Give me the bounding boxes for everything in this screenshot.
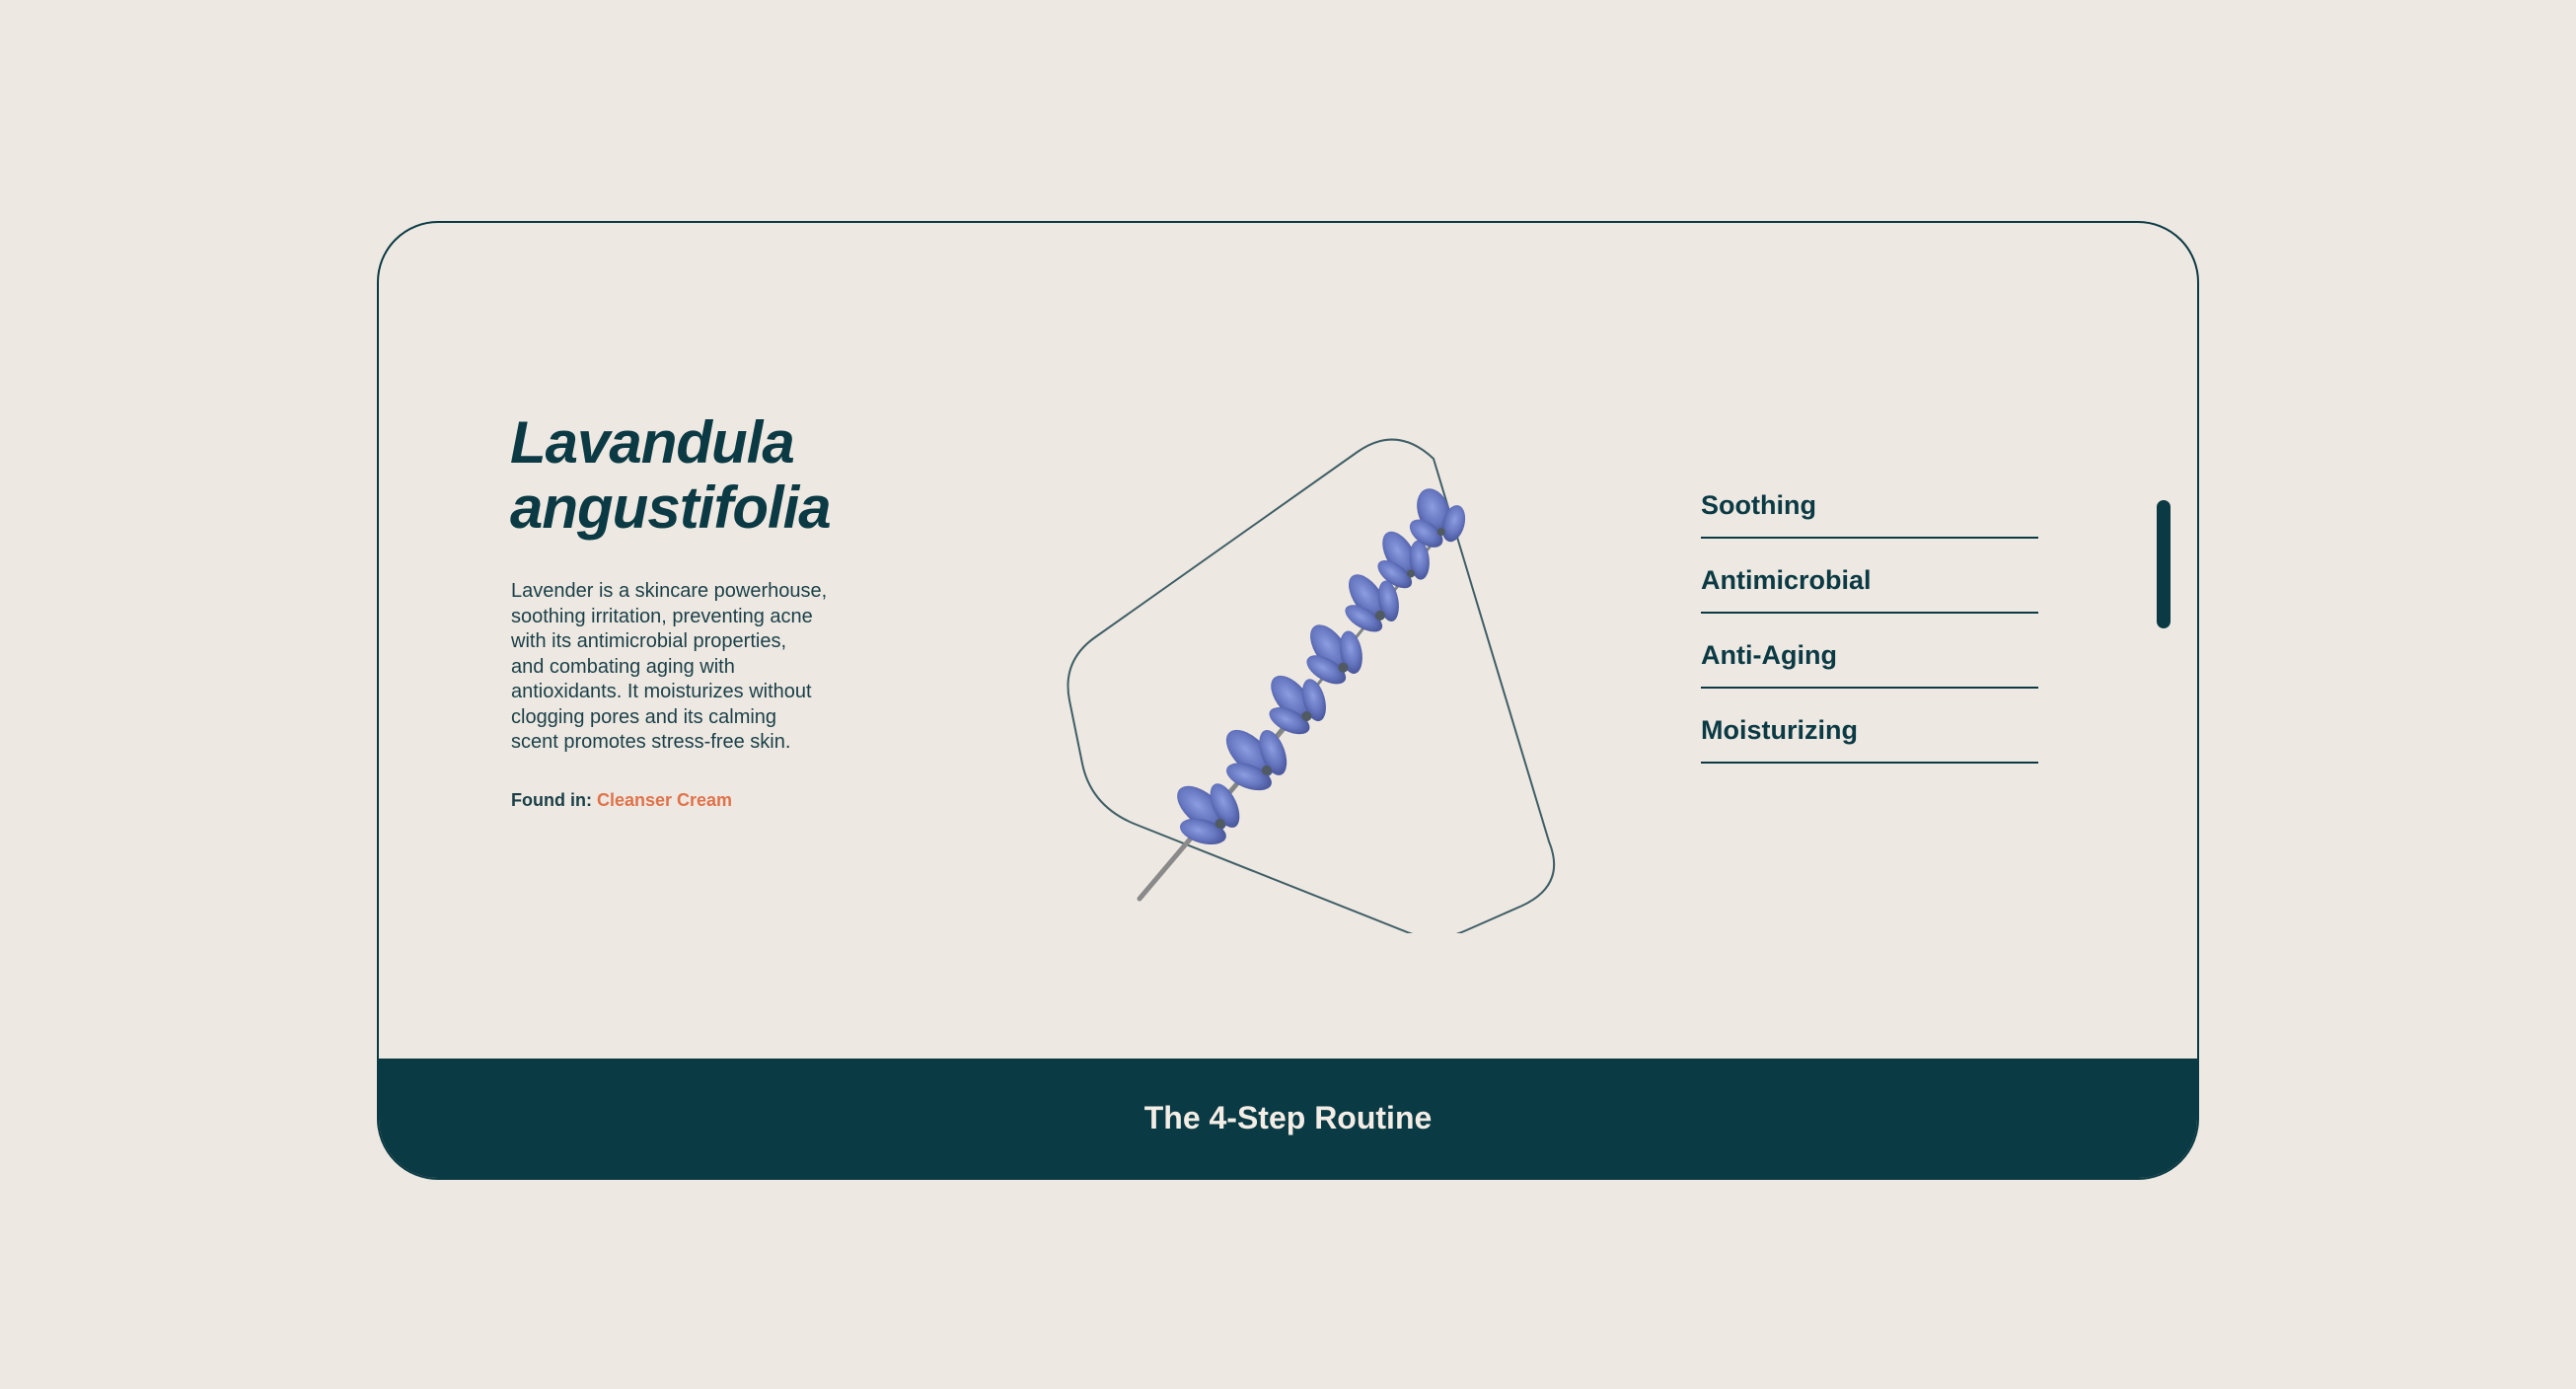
- found-in: [511, 790, 732, 811]
- ingredient-card: [377, 221, 2199, 1180]
- found-in-label: Found in:: [511, 790, 592, 810]
- routine-button-label: The 4-Step Routine: [1143, 1100, 1433, 1135]
- benefit-item-moisturizing[interactable]: [1701, 689, 2038, 764]
- benefit-item-soothing[interactable]: [1701, 472, 2038, 539]
- scroll-indicator[interactable]: [2157, 500, 2171, 628]
- ingredient-title: Lavandula angustifolia: [510, 409, 831, 541]
- lavender-sprig-icon: [1030, 381, 1582, 933]
- benefit-label: Moisturizing: [1701, 715, 1858, 745]
- found-in-product-link[interactable]: Cleanser Cream: [596, 790, 733, 810]
- benefit-label: Antimicrobial: [1701, 565, 1872, 595]
- routine-button[interactable]: [379, 1059, 2197, 1178]
- benefit-item-anti-aging[interactable]: [1701, 614, 2038, 689]
- benefits-list: [1701, 472, 2038, 764]
- benefit-label: Anti-Aging: [1701, 640, 1837, 670]
- benefit-label: Soothing: [1701, 490, 1816, 520]
- ingredient-description: Lavender is a skincare powerhouse, soothing irritation, preventing acne with its antimicrobial properties, and combating aging with antioxidants. It moisturizes without clogging pores and its calming scent promotes stress-free skin.: [511, 580, 828, 753]
- benefit-item-antimicrobial[interactable]: [1701, 539, 2038, 614]
